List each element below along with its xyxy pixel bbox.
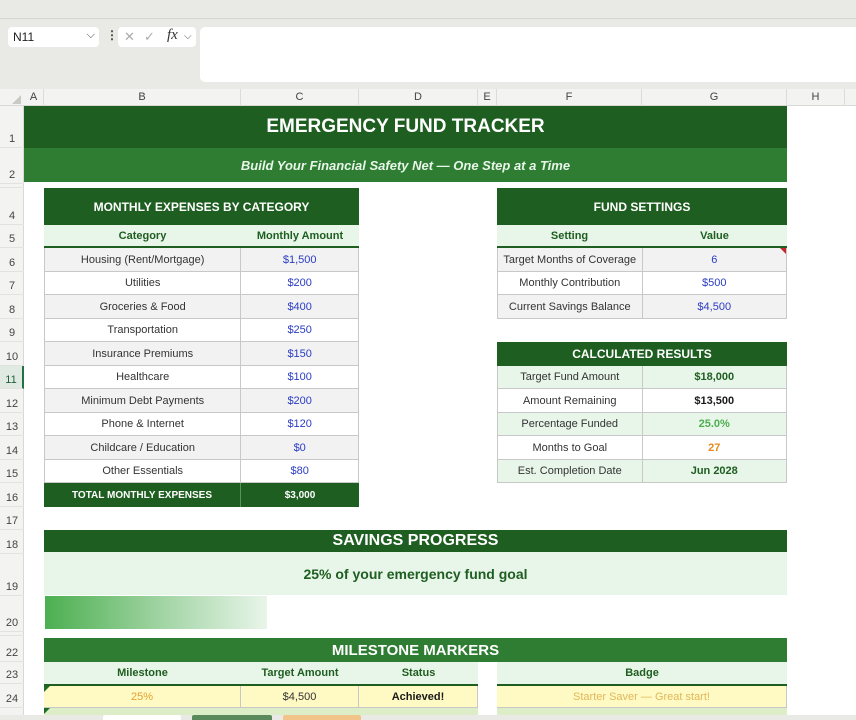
expense-amount[interactable]: $0 — [241, 436, 359, 460]
milestones-col-status: Status — [359, 662, 478, 686]
table-row — [44, 460, 359, 483]
setting-value[interactable]: $4,500 — [643, 295, 788, 319]
expense-amount[interactable]: $250 — [241, 319, 359, 342]
table-row — [44, 389, 359, 413]
row-header-23[interactable]: 23 — [0, 662, 24, 684]
expense-category[interactable]: Groceries & Food — [45, 295, 241, 319]
result-value[interactable]: $13,500 — [643, 389, 788, 413]
results-table — [497, 366, 787, 483]
row-header-1[interactable]: 1 — [0, 106, 24, 148]
column-header-a[interactable]: A — [24, 89, 44, 106]
confirm-icon[interactable]: ✓ — [144, 29, 155, 44]
column-header-c[interactable]: C — [241, 89, 359, 106]
result-value[interactable]: 27 — [643, 436, 788, 460]
table-row — [497, 295, 787, 319]
row-header-22[interactable]: 22 — [0, 636, 24, 662]
expense-category[interactable]: Other Essentials — [45, 460, 241, 483]
row-header-4[interactable]: 4 — [0, 188, 24, 225]
row-header-18[interactable]: 18 — [0, 530, 24, 554]
setting-value[interactable]: $500 — [643, 272, 788, 295]
table-row — [44, 342, 359, 366]
row-headers — [0, 106, 24, 720]
setting-label[interactable]: Current Savings Balance — [498, 295, 643, 319]
milestone-percent-text: 25% — [130, 690, 154, 703]
column-header-g[interactable]: G — [642, 89, 787, 106]
milestone-status[interactable]: Achieved! — [359, 686, 478, 708]
row-header-19[interactable]: 19 — [0, 554, 24, 596]
column-header-f[interactable]: F — [497, 89, 642, 106]
sheet-tab[interactable] — [192, 715, 272, 720]
settings-col-setting: Setting — [497, 225, 642, 248]
result-label[interactable]: Est. Completion Date — [498, 460, 643, 483]
name-box-value: N11 — [13, 30, 35, 44]
expense-category[interactable]: Healthcare — [45, 366, 241, 389]
column-headers — [0, 89, 856, 106]
chevron-down-icon[interactable]: ⌵ — [184, 31, 192, 42]
table-row — [44, 272, 359, 295]
settings-col-value: Value — [642, 225, 787, 248]
row-header-15[interactable]: 15 — [0, 460, 24, 483]
select-all-button[interactable] — [0, 89, 24, 106]
expense-category[interactable]: Minimum Debt Payments — [45, 389, 241, 413]
worksheet-grid[interactable] — [24, 106, 856, 720]
expense-amount[interactable]: $100 — [241, 366, 359, 389]
milestones-col-target: Target Amount — [241, 662, 359, 686]
expense-category[interactable]: Phone & Internet — [45, 413, 241, 436]
page-title: EMERGENCY FUND TRACKER — [24, 106, 787, 148]
expense-category[interactable]: Housing (Rent/Mortgage) — [45, 248, 241, 272]
progress-section-header: SAVINGS PROGRESS — [44, 530, 787, 552]
row-header-7[interactable]: 7 — [0, 272, 24, 295]
results-section-header: CALCULATED RESULTS — [497, 342, 787, 366]
result-label[interactable]: Target Fund Amount — [498, 366, 643, 389]
table-row — [44, 295, 359, 319]
name-box[interactable] — [8, 27, 99, 47]
expense-category[interactable]: Childcare / Education — [45, 436, 241, 460]
result-value[interactable]: Jun 2028 — [643, 460, 788, 483]
expense-amount[interactable]: $200 — [241, 389, 359, 413]
formula-controls — [118, 27, 196, 47]
row-header-2[interactable]: 2 — [0, 148, 24, 184]
result-value[interactable]: $18,000 — [643, 366, 788, 389]
row-header-24[interactable]: 24 — [0, 684, 24, 708]
table-row — [44, 248, 359, 272]
table-row — [497, 248, 787, 272]
sheet-tab[interactable] — [283, 715, 361, 720]
chevron-down-icon[interactable]: ⌵ — [86, 29, 95, 41]
row-header-9[interactable]: 9 — [0, 319, 24, 342]
formula-input[interactable] — [200, 27, 856, 82]
milestone-percent[interactable] — [44, 686, 241, 708]
row-header-17[interactable]: 17 — [0, 507, 24, 530]
milestone-row — [44, 686, 787, 708]
total-value[interactable]: $3,000 — [241, 483, 359, 507]
column-header-h[interactable]: H — [787, 89, 845, 106]
error-indicator-icon — [44, 708, 50, 714]
milestones-col-milestone: Milestone — [44, 662, 241, 686]
expenses-col-amount: Monthly Amount — [241, 225, 359, 248]
expense-amount[interactable]: $1,500 — [241, 248, 359, 272]
setting-label[interactable]: Target Months of Coverage — [498, 248, 643, 272]
row-header-10[interactable]: 10 — [0, 342, 24, 366]
formula-bar — [0, 19, 856, 89]
progress-bar — [45, 596, 267, 629]
table-row — [497, 272, 787, 295]
row-header-5[interactable]: 5 — [0, 225, 24, 248]
settings-section-header: FUND SETTINGS — [497, 188, 787, 225]
result-label[interactable]: Amount Remaining — [498, 389, 643, 413]
result-label[interactable]: Months to Goal — [498, 436, 643, 460]
total-row — [44, 483, 359, 507]
expense-amount[interactable]: $200 — [241, 272, 359, 295]
page-subtitle: Build Your Financial Safety Net — One Step at a Time — [24, 148, 787, 182]
expense-amount[interactable]: $400 — [241, 295, 359, 319]
milestone-target[interactable]: $4,500 — [241, 686, 359, 708]
result-value[interactable]: 25.0% — [643, 413, 788, 436]
setting-value[interactable] — [643, 248, 788, 272]
expense-amount[interactable]: $80 — [241, 460, 359, 483]
row-header-14[interactable]: 14 — [0, 436, 24, 460]
expenses-section-header: MONTHLY EXPENSES BY CATEGORY — [44, 188, 359, 225]
expense-category[interactable]: Insurance Premiums — [45, 342, 241, 366]
row-header-20[interactable]: 20 — [0, 596, 24, 632]
setting-label[interactable]: Monthly Contribution — [498, 272, 643, 295]
result-label[interactable]: Percentage Funded — [498, 413, 643, 436]
total-label: TOTAL MONTHLY EXPENSES — [44, 483, 241, 507]
table-row — [497, 460, 787, 483]
milestone-badge[interactable]: Starter Saver — Great start! — [497, 686, 787, 708]
column-header-e[interactable]: E — [478, 89, 497, 106]
expense-amount[interactable]: $120 — [241, 413, 359, 436]
milestones-col-badge: Badge — [497, 662, 787, 686]
table-row — [44, 319, 359, 342]
setting-value-text: 6 — [711, 253, 718, 266]
sheet-tab-bar — [0, 715, 856, 720]
table-row — [44, 413, 359, 436]
milestones-section-header: MILESTONE MARKERS — [44, 638, 787, 662]
row-header-16[interactable]: 16 — [0, 483, 24, 507]
progress-summary: 25% of your emergency fund goal — [44, 552, 787, 595]
insert-function-icon[interactable]: fx — [167, 27, 178, 43]
row-header-6[interactable]: 6 — [0, 248, 24, 272]
table-row — [497, 366, 787, 389]
row-header-13[interactable]: 13 — [0, 413, 24, 436]
comment-indicator-icon[interactable] — [780, 248, 786, 254]
expenses-table — [44, 248, 359, 507]
column-header-b[interactable]: B — [44, 89, 241, 106]
table-row — [497, 413, 787, 436]
table-row — [44, 436, 359, 460]
expenses-col-category: Category — [44, 225, 241, 248]
table-row — [44, 366, 359, 389]
column-header-d[interactable]: D — [359, 89, 478, 106]
error-indicator-icon — [44, 686, 50, 692]
row-header-12[interactable]: 12 — [0, 389, 24, 413]
table-row — [497, 436, 787, 460]
row-header-8[interactable]: 8 — [0, 295, 24, 319]
ribbon-edge — [0, 0, 856, 19]
table-row — [497, 389, 787, 413]
expense-amount[interactable]: $150 — [241, 342, 359, 366]
more-options-icon[interactable]: ⋮ — [106, 28, 118, 42]
expense-category[interactable]: Utilities — [45, 272, 241, 295]
sheet-tab[interactable] — [103, 715, 181, 720]
row-header-11[interactable]: 11 — [0, 366, 24, 389]
cancel-icon[interactable]: ✕ — [124, 29, 135, 44]
settings-table — [497, 248, 787, 319]
expense-category[interactable]: Transportation — [45, 319, 241, 342]
